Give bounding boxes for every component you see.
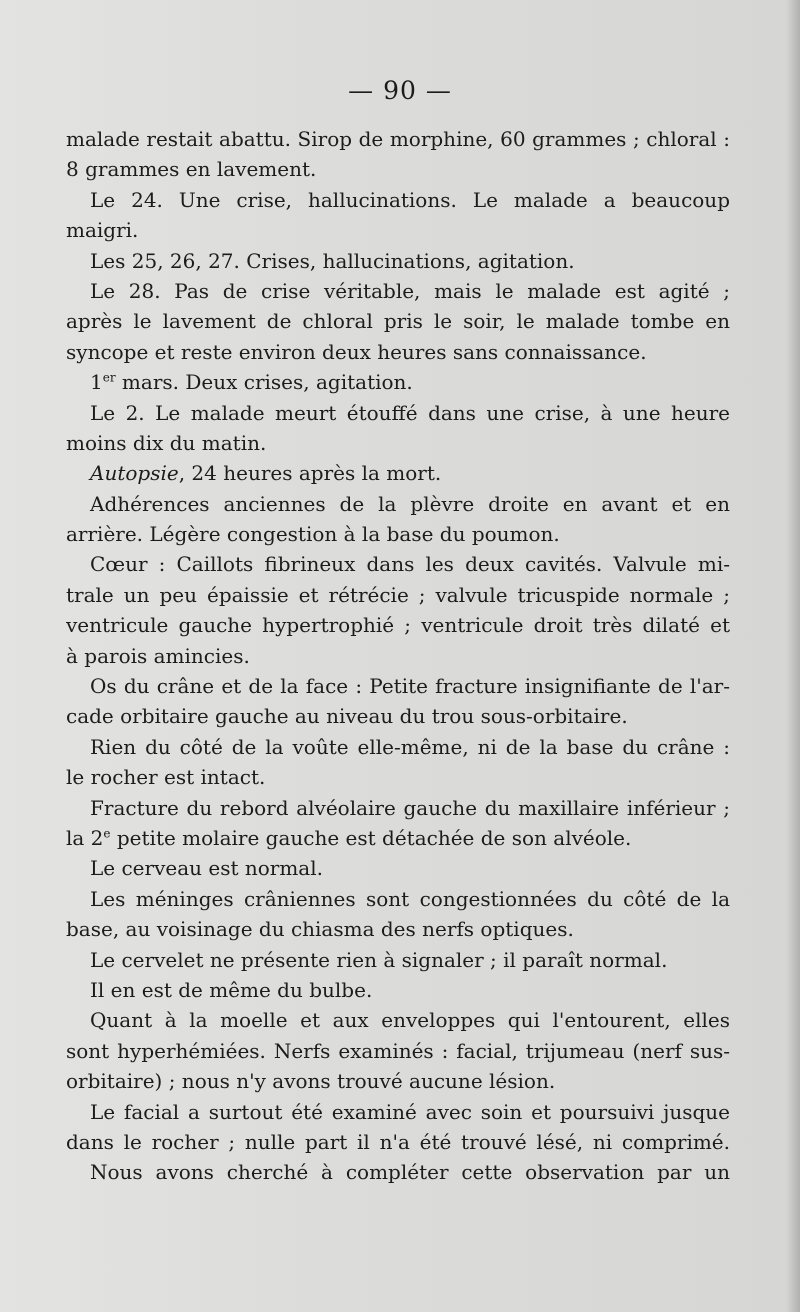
text-line bbox=[66, 458, 730, 488]
text-line: Os du crâne et de la face : Petite fracture insignifiante de l'ar- bbox=[90, 674, 730, 699]
text-line: 8 grammes en lavement. bbox=[66, 157, 317, 182]
text-line: Il en est de même du bulbe. bbox=[90, 977, 373, 1002]
text-line: orbitaire) ; nous n'y avons trouvé aucune lésion. bbox=[66, 1069, 556, 1094]
text-line: Rien du côté de la voûte elle-même, ni de la base du crâne : bbox=[90, 734, 730, 759]
text-line: Fracture du rebord alvéolaire gauche du maxillaire inférieur ; bbox=[90, 795, 730, 820]
text-line: base, au voisinage du chiasma des nerfs optiques. bbox=[66, 917, 574, 942]
text-line: trale un peu épaissie et rétrécie ; valvule tricuspide normale ; bbox=[66, 582, 730, 607]
text-line: dans le rocher ; nulle part il n'a été trouvé lésé, ni comprimé. bbox=[66, 1129, 730, 1154]
text-line: moins dix du matin. bbox=[66, 430, 267, 455]
text-line: Le cervelet ne présente rien à signaler ; il paraît normal. bbox=[90, 947, 668, 972]
text-line: Le 24. Une crise, hallucinations. Le malade a beaucoup bbox=[90, 187, 730, 212]
text-line: après le lavement de chloral pris le soir, le malade tombe en bbox=[66, 309, 730, 334]
line-text: mars. Deux crises, agitation. bbox=[115, 370, 413, 395]
text-line: Le 2. Le malade meurt étouffé dans une crise, à une heure bbox=[90, 400, 730, 425]
line-text: la 2 bbox=[66, 825, 104, 850]
text-line: maigri. bbox=[66, 218, 139, 243]
text-line: à parois amincies. bbox=[66, 643, 250, 668]
text-line: Les 25, 26, 27. Crises, hallucinations, agitation. bbox=[90, 248, 575, 273]
text-line: Quant à la moelle et aux enveloppes qui l'entourent, elles bbox=[90, 1008, 730, 1033]
text-line: arrière. Légère congestion à la base du poumon. bbox=[66, 522, 560, 547]
page-number: — 90 — bbox=[348, 76, 452, 105]
text-line: Cœur : Caillots fibrineux dans les deux cavités. Valvule mi- bbox=[90, 552, 730, 577]
text-line: Le 28. Pas de crise véritable, mais le malade est agité ; bbox=[90, 278, 730, 303]
body-text bbox=[66, 124, 730, 1188]
text-line: sont hyperhémiées. Nerfs examinés : facial, trijumeau (nerf sus- bbox=[66, 1038, 730, 1063]
text-line: cade orbitaire gauche au niveau du trou sous-orbitaire. bbox=[66, 704, 628, 729]
line-text: , 24 heures après la mort. bbox=[178, 461, 442, 486]
text-line bbox=[66, 367, 730, 397]
text-line: Adhérences anciennes de la plèvre droite en avant et en bbox=[90, 491, 730, 516]
text-line: malade restait abattu. Sirop de morphine, 60 grammes ; chloral : bbox=[66, 127, 730, 151]
superscript: er bbox=[102, 370, 116, 385]
text-line: Les méninges crâniennes sont congestionnées du côté de la bbox=[90, 886, 730, 911]
text-line: Le facial a surtout été examiné avec soin et poursuivi jusque bbox=[90, 1099, 730, 1124]
text-line bbox=[66, 823, 730, 853]
italic-heading: Autopsie bbox=[90, 461, 179, 486]
text-line: Nous avons cherché à compléter cette observation par un bbox=[90, 1160, 730, 1185]
text-line: le rocher est intact. bbox=[66, 765, 266, 790]
text-line: Le cerveau est normal. bbox=[90, 856, 323, 881]
text-line: syncope et reste environ deux heures sans connaissance. bbox=[66, 339, 647, 364]
date-number: 1 bbox=[90, 370, 103, 395]
line-text: petite molaire gauche est détachée de son alvéole. bbox=[110, 825, 632, 850]
text-line: ventricule gauche hypertrophié ; ventricule droit très dilaté et bbox=[66, 613, 730, 638]
superscript: e bbox=[103, 826, 111, 841]
